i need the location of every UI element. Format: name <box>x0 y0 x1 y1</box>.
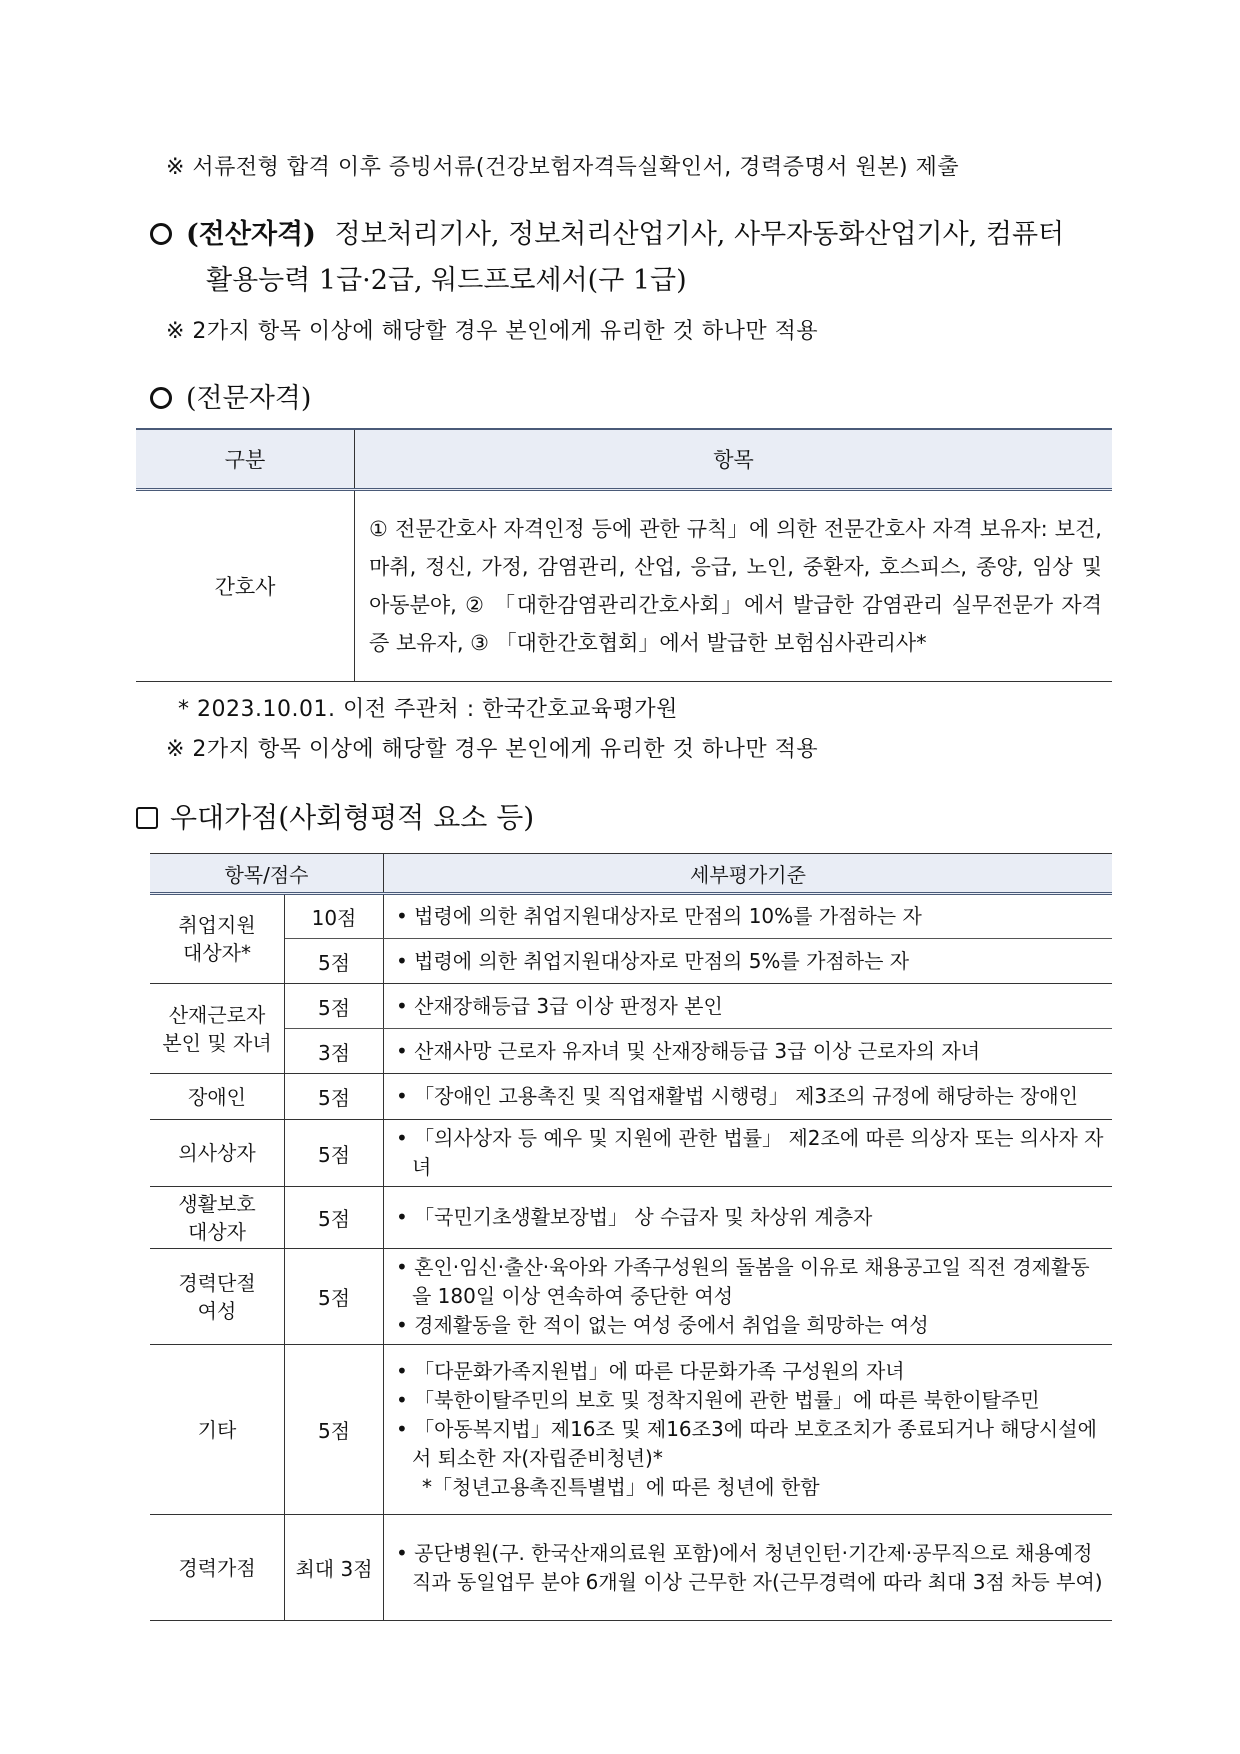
criteria-item: • 「아동복지법」제16조 및 제16조3에 따라 보호조치가 종료되거나 해당시설에서 퇴소한 자(자립준비청년)* <box>396 1415 1104 1473</box>
category-cell: 산재근로자 본인 및 자녀 <box>150 984 285 1074</box>
criteria-item: • 「국민기초생활보장법」 상 수급자 및 차상위 계층자 <box>396 1203 1104 1232</box>
criteria-item: • 산재사망 근로자 유자녀 및 산재장해등급 3급 이상 근로자의 자녀 <box>396 1037 1104 1066</box>
category-cell: 장애인 <box>150 1074 285 1120</box>
pro-cert-table <box>136 428 1112 682</box>
it-cert-line2: 활용능력 1급·2급, 워드프로세서(구 1급) <box>206 265 687 296</box>
table-row <box>136 490 1112 682</box>
it-cert-label: (전산자격) <box>186 219 316 250</box>
criteria-cell <box>384 1029 1113 1074</box>
criteria-cell <box>384 984 1113 1029</box>
table-row <box>150 1029 1112 1074</box>
criteria-item: • 「장애인 고용촉진 및 직업재활법 시행령」 제3조의 규정에 해당하는 장애인 <box>396 1082 1104 1111</box>
criteria-item: • 「북한이탈주민의 보호 및 정착지원에 관한 법률」에 따른 북한이탈주민 <box>396 1386 1104 1415</box>
table-row <box>150 1515 1112 1621</box>
criteria-item: • 법령에 의한 취업지원대상자로 만점의 5%를 가점하는 자 <box>396 947 1104 976</box>
criteria-cell <box>384 1120 1113 1187</box>
table-header: 구분 <box>136 429 355 490</box>
it-cert-line1: 정보처리기사, 정보처리산업기사, 사무자동화산업기사, 컴퓨터 <box>334 219 1065 250</box>
criteria-cell <box>384 1345 1113 1515</box>
bonus-heading <box>136 796 534 836</box>
points-cell: 최대 3점 <box>285 1515 384 1621</box>
criteria-note: *「청년고용촉진특별법」에 따른 청년에 한함 <box>422 1475 820 1499</box>
nurse-rule-note: ※ 2가지 항목 이상에 해당할 경우 본인에게 유리한 것 하나만 적용 <box>166 737 819 762</box>
criteria-item: • 산재장해등급 3급 이상 판정자 본인 <box>396 992 1104 1021</box>
category-cell: 경력단절 여성 <box>150 1249 285 1345</box>
criteria-item: • 공단병원(구. 한국산재의료원 포함)에서 청년인턴·기간제·공무직으로 채용예정직과 동일업무 분야 6개월 이상 근무한 자(근무경력에 따라 최대 3점 차등 부여) <box>396 1539 1104 1597</box>
table-row <box>150 984 1112 1029</box>
table-row <box>150 1120 1112 1187</box>
points-cell: 5점 <box>285 939 384 984</box>
points-cell: 3점 <box>285 1029 384 1074</box>
category-cell: 경력가점 <box>150 1515 285 1621</box>
pro-cert-label: (전문자격) <box>186 383 312 414</box>
criteria-item: • 「의사상자 등 예우 및 지원에 관한 법률」 제2조에 따른 의상자 또는 의사자 자녀 <box>396 1124 1104 1182</box>
table-row <box>150 1187 1112 1249</box>
table-row <box>150 1345 1112 1515</box>
row-text: ① 전문간호사 자격인정 등에 관한 규칙」에 의한 전문간호사 자격 보유자: 보건, 마취, 정신, 가정, 감염관리, 산업, 응급, 노인, 중환자, 호스피스, 종양, 임상 및 아동분야, ② 「대한감염관리간호사회」에서 발급한 감염관리 실무전문가 자격증 보유자, ③ 「대한간호협회」에서 발급한 보험심사관리사* <box>355 490 1113 682</box>
pro-cert-heading <box>150 376 311 415</box>
table-header: 항목/점수 <box>150 854 384 894</box>
it-rule-note: ※ 2가지 항목 이상에 해당할 경우 본인에게 유리한 것 하나만 적용 <box>166 319 819 344</box>
category-cell: 의사상자 <box>150 1120 285 1187</box>
criteria-cell <box>384 1249 1113 1345</box>
table-row <box>150 1074 1112 1120</box>
points-cell: 10점 <box>285 894 384 939</box>
points-cell: 5점 <box>285 984 384 1029</box>
category-cell: 기타 <box>150 1345 285 1515</box>
criteria-cell <box>384 894 1113 939</box>
criteria-cell <box>384 1074 1113 1120</box>
criteria-item: • 법령에 의한 취업지원대상자로 만점의 10%를 가점하는 자 <box>396 902 1104 931</box>
circle-bullet-icon <box>150 223 172 245</box>
category-cell: 취업지원 대상자* <box>150 894 285 984</box>
criteria-cell <box>384 1515 1113 1621</box>
table-row <box>150 939 1112 984</box>
table-header: 세부평가기준 <box>384 854 1113 894</box>
criteria-cell <box>384 939 1113 984</box>
criteria-cell <box>384 1187 1113 1249</box>
category-cell: 생활보호 대상자 <box>150 1187 285 1249</box>
criteria-item: • 혼인·임신·출산·육아와 가족구성원의 돌봄을 이유로 채용공고일 직전 경제활동을 180일 이상 연속하여 중단한 여성 <box>396 1253 1104 1311</box>
points-cell: 5점 <box>285 1120 384 1187</box>
docs-note: ※ 서류전형 합격 이후 증빙서류(건강보험자격득실확인서, 경력증명서 원본) 제출 <box>166 155 960 180</box>
table-row <box>150 1249 1112 1345</box>
nurse-footnote: * 2023.10.01. 이전 주관처 : 한국간호교육평가원 <box>178 697 678 722</box>
points-cell: 5점 <box>285 1345 384 1515</box>
table-header: 항목 <box>355 429 1113 490</box>
points-cell: 5점 <box>285 1187 384 1249</box>
bonus-table <box>150 853 1112 1621</box>
bonus-heading-text: 우대가점(사회형평적 요소 등) <box>170 801 535 834</box>
points-cell: 5점 <box>285 1074 384 1120</box>
square-bullet-icon <box>136 807 158 829</box>
table-row <box>150 894 1112 939</box>
row-label: 간호사 <box>136 490 355 682</box>
points-cell: 5점 <box>285 1249 384 1345</box>
it-cert-heading <box>150 212 1064 251</box>
criteria-item: • 「다문화가족지원법」에 따른 다문화가족 구성원의 자녀 <box>396 1357 1104 1386</box>
circle-bullet-icon <box>150 387 172 409</box>
criteria-item: • 경제활동을 한 적이 없는 여성 중에서 취업을 희망하는 여성 <box>396 1311 1104 1340</box>
